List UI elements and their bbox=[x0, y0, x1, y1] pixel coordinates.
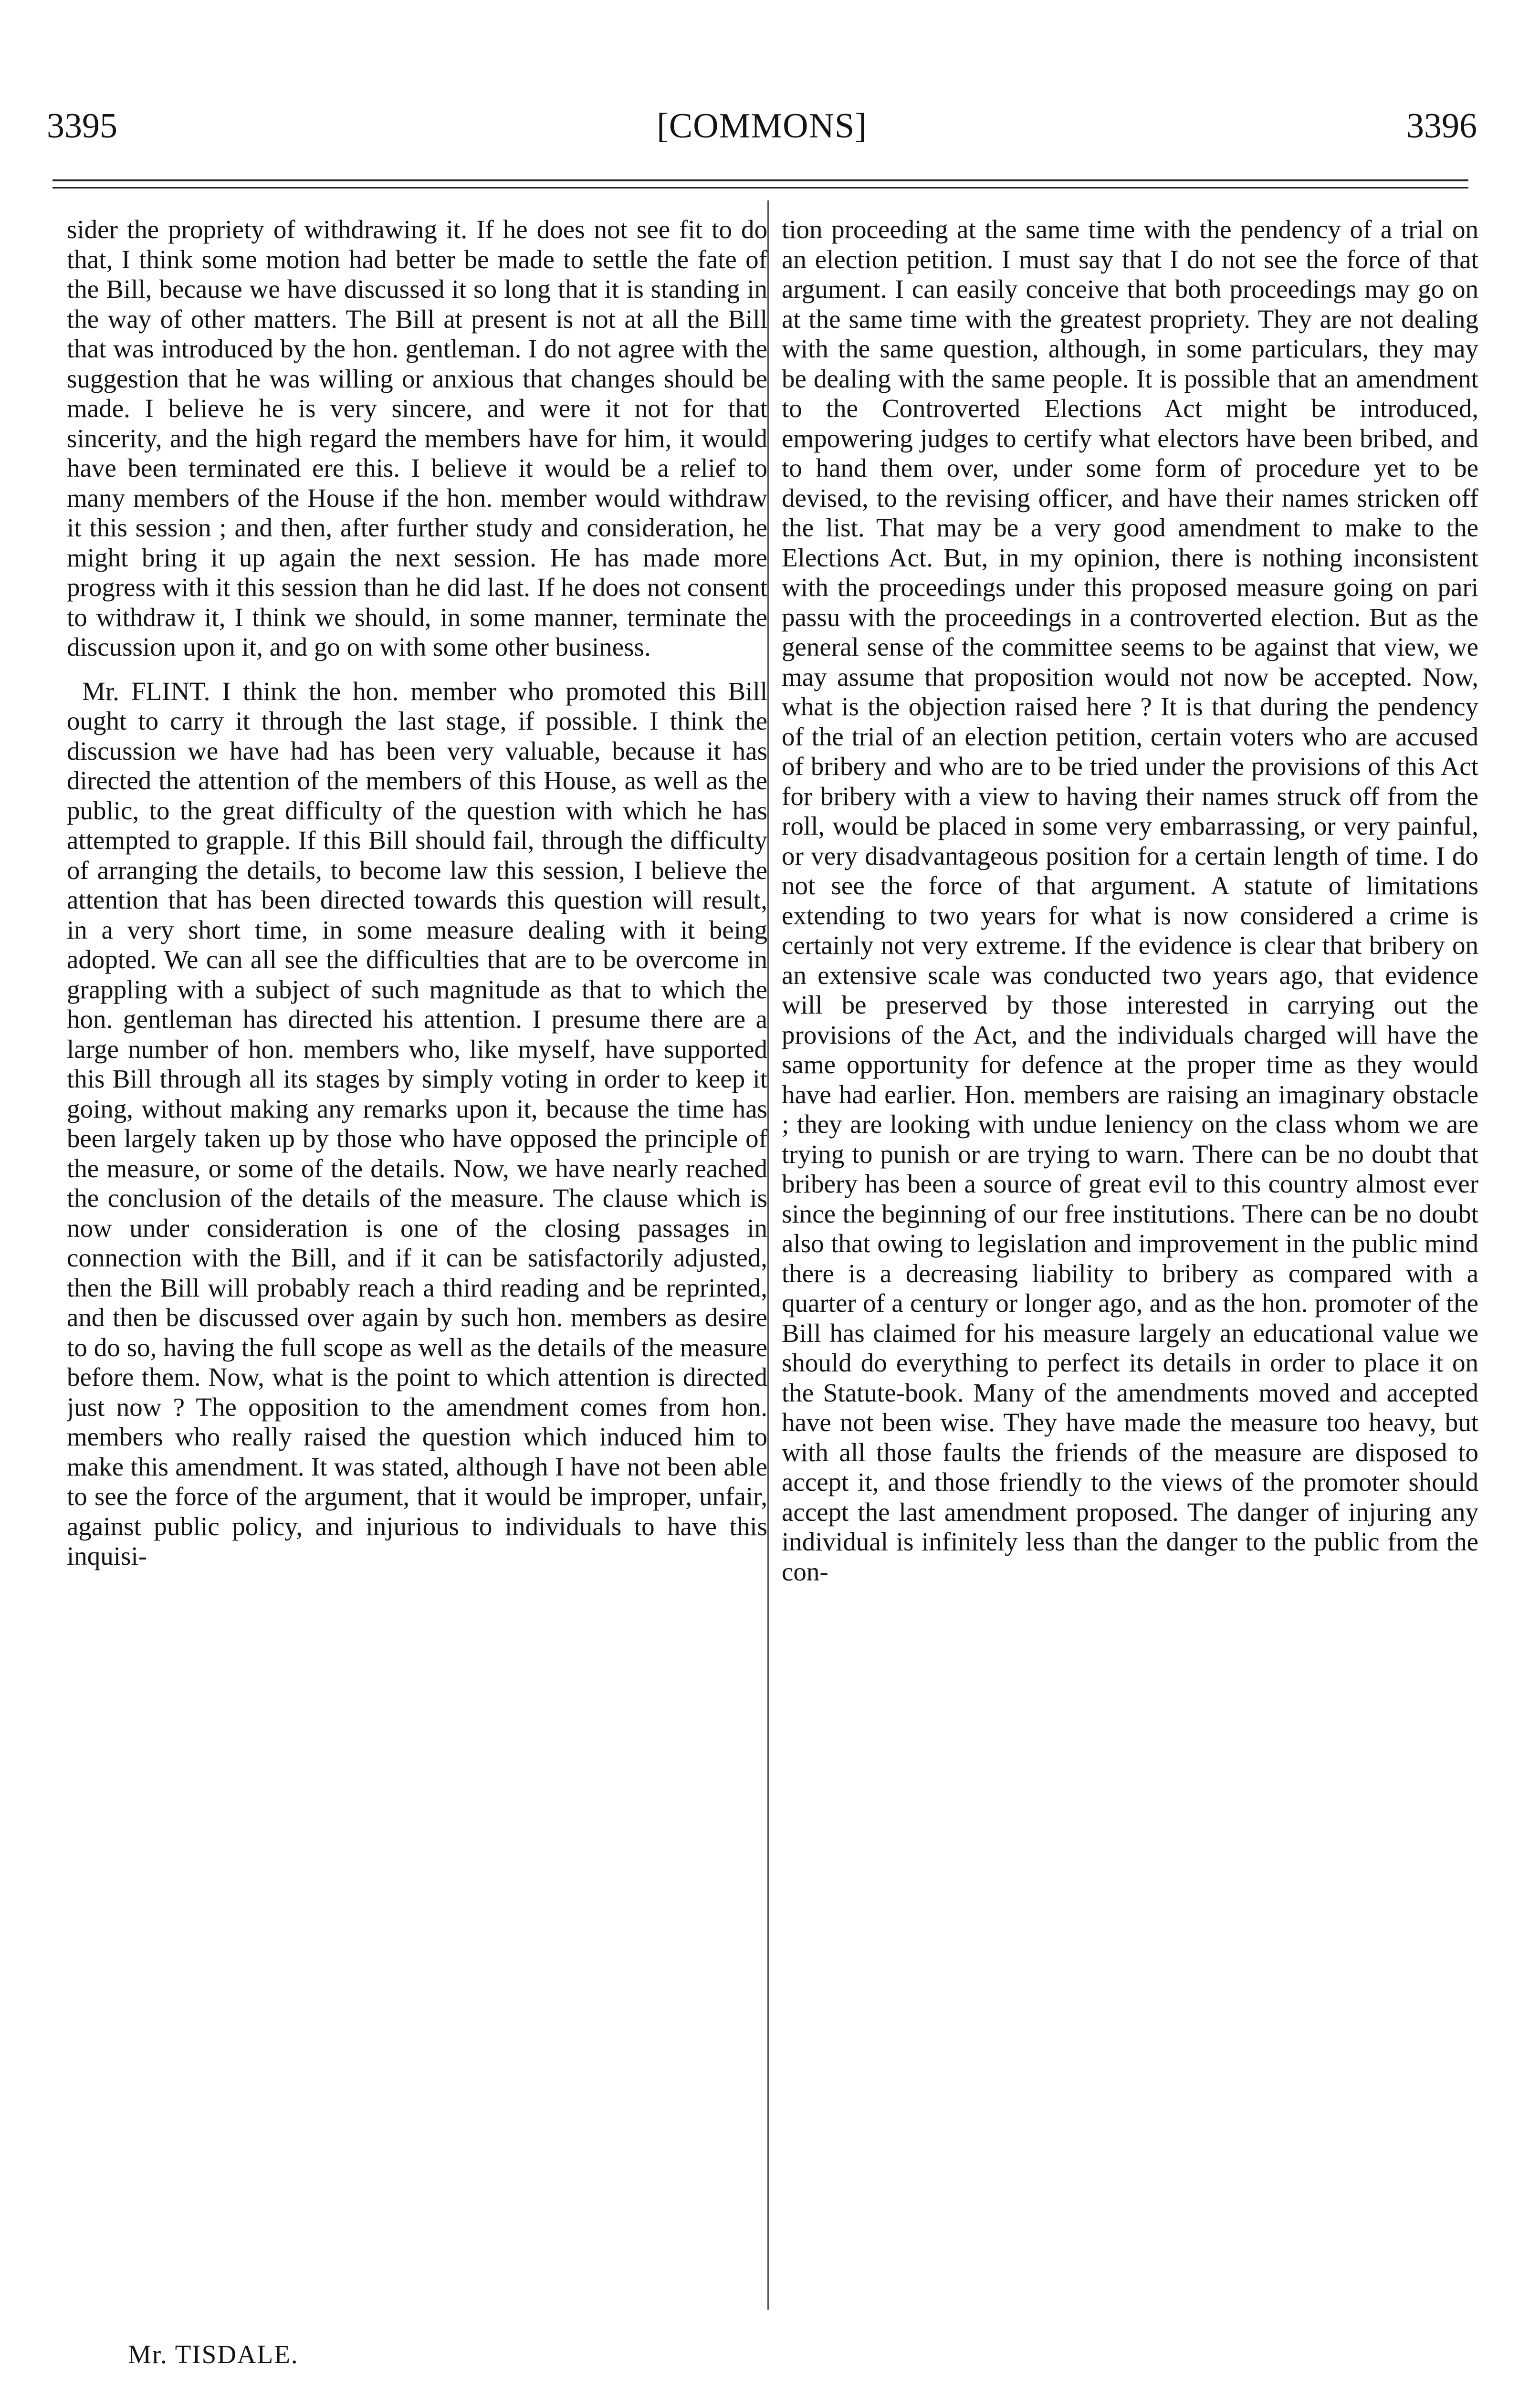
page-title: [COMMONS] bbox=[657, 106, 867, 146]
paragraph: sider the propriety of withdrawing it. If he does not see fit to do that, I think some motion had better be made to settle the fate of the Bill, because we have discussed it so long that it is standing in the way of other matters. The Bill at present is not at all the Bill that was introduced by the hon. gentleman. I do not agree with the suggestion that he was willing or anxious that changes should be made. I believe he is very sincere, and were it not for that sincerity, and the high regard the members have for him, it would have been terminated ere this. I believe it would be a relief to many members of the House if the hon. member would withdraw it this session ; and then, after further study and consideration, he might bring it up again the next session. He has made more progress with it this session than he did last. If he does not consent to withdraw it, I think we should, in some manner, terminate the discussion upon it, and go on with some other business. bbox=[67, 215, 767, 661]
paragraph: Mr. FLINT. I think the hon. member who promoted this Bill ought to carry it through the last stage, if possible. I think the discussion we have had has been very valuable, because it has directed the attention of the members of this House, as well as the public, to the great difficulty of the question with which he has attempted to grapple. If this Bill should fail, through the difficulty of arranging the details, to become law this session, I believe the attention that has been directed towards this question will result, in a very short time, in some measure dealing with it being adopted. We can all see the difficulties that are to be overcome in grappling with a subject of such magnitude as that to which the hon. gentleman has directed his attention. I presume there are a large number of hon. members who, like myself, have supported this Bill through all its stages by simply voting in order to keep it going, without making any remarks upon it, because the time has been largely taken up by those who have opposed the principle of the measure, or some of the details. Now, we have nearly reached the conclusion of the details of the measure. The clause which is now under consideration is one of the closing passages in connection with the Bill, and if it can be satisfactorily adjusted, then the Bill will probably reach a third reading and be reprinted, and then be discussed over again by such hon. members as desire to do so, having the full scope as well as the details of the measure before them. Now, what is the point to which attention is directed just now ? The opposition to the amendment comes from hon. members who really raised the question which induced him to make this amendment. It was stated, although I have not been able to see the force of the argument, that it would be improper, unfair, against public policy, and injurious to individuals to have this inquisi- bbox=[67, 676, 767, 1570]
page-number-left: 3395 bbox=[47, 106, 117, 146]
header-rule-top bbox=[52, 179, 1468, 181]
page-number-right: 3396 bbox=[1406, 106, 1477, 146]
footer-speaker: Mr. TISDALE. bbox=[128, 2340, 299, 2369]
left-column bbox=[67, 215, 767, 2324]
header-rule-bottom bbox=[52, 187, 1468, 188]
page-header bbox=[47, 106, 1477, 163]
paragraph: tion proceeding at the same time with the pendency of a trial on an election petition. I must say that I do not see the force of that argument. I can easily conceive that both proceedings may go on at the same time with the greatest propriety. They are not dealing with the same question, although, in some particulars, they may be dealing with the same people. It is possible that an amendment to the Controverted Elections Act might be introduced, empowering judges to certify what electors have been bribed, and to hand them over, under some form of procedure yet to be devised, to the revising officer, and have their names stricken off the list. That may be a very good amendment to make to the Elections Act. But, in my opinion, there is nothing inconsistent with the proceedings under this proposed measure going on pari passu with the proceedings in a controverted election. But as the general sense of the committee seems to be against that view, we may assume that proposition would not now be accepted. Now, what is the objection raised here ? It is that during the pendency of the trial of an election petition, certain voters who are accused of bribery and who are to be tried under the provisions of this Act for bribery with a view to having their names struck off from the roll, would be placed in some very embarrassing, or very painful, or very disadvantageous position for a certain length of time. I do not see the force of that argument. A statute of limitations extending to two years for what is now considered a crime is certainly not very extreme. If the evidence is clear that bribery on an extensive scale was conducted two years ago, that evidence will be preserved by those interested in carrying out the provisions of the Act, and the individuals charged will have the same opportunity for defence at the proper time as they would have had earlier. Hon. members are raising an imaginary obstacle ; they are looking with undue leniency on the class whom we are trying to punish or are trying to warn. There can be no doubt that bribery has been a source of great evil to this country almost ever since the beginning of our free institutions. There can be no doubt also that owing to legislation and improvement in the public mind there is a decreasing liability to bribery as compared with a quarter of a century or longer ago, and as the hon. promoter of the Bill has claimed for his measure largely an educational value we should do everything to perfect its details in order to place it on the Statute-book. Many of the amendments moved and accepted have not been wise. They have made the measure too heavy, but with all those faults the friends of the measure are disposed to accept it, and those friendly to the views of the promoter should accept the last amendment proposed. The danger of injuring any individual is infinitely less than the danger to the public from the con- bbox=[782, 215, 1478, 1586]
column-divider bbox=[767, 200, 769, 2310]
right-column bbox=[782, 215, 1478, 2324]
